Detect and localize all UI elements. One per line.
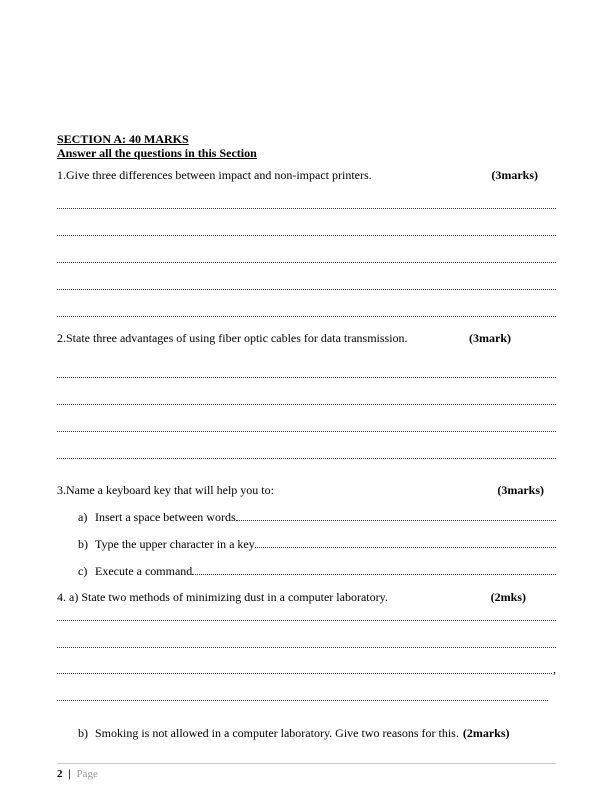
answer-line: [57, 604, 556, 621]
answer-line: [57, 345, 556, 378]
question-3-item-a: [57, 510, 556, 524]
question-4-text: 4. a) State two methods of minimizing dust in a computer laboratory.: [57, 590, 388, 604]
question-2: [57, 331, 556, 345]
question-3-item-b-label: b): [78, 537, 88, 551]
answer-line: [57, 405, 556, 432]
question-4-part-b-marks: (2marks): [462, 726, 510, 740]
section-title: SECTION A: 40 MARKS: [57, 132, 189, 146]
page-footer: [57, 768, 98, 781]
question-3-item-c: [57, 564, 556, 578]
question-3-item-b: [57, 537, 556, 551]
question-3-item-b-text: Type the upper character in a key: [95, 537, 255, 551]
answer-line: [57, 236, 556, 263]
dot-leader: [236, 520, 556, 521]
question-3-marks: (3marks): [497, 483, 544, 497]
answer-line: [57, 621, 556, 648]
question-4: [57, 590, 556, 604]
question-4-marks: (2mks): [490, 590, 526, 604]
answer-line: [57, 290, 556, 317]
answer-line: [57, 209, 556, 236]
answer-line: [57, 648, 556, 674]
answer-line: [57, 674, 548, 701]
question-3-text: 3.Name a keyboard key that will help you to:: [57, 483, 274, 497]
section-subtitle: Answer all the questions in this Section: [57, 146, 257, 160]
dot-leader: [192, 574, 556, 575]
question-3-item-c-label: c): [78, 564, 88, 578]
dot-leader: [255, 547, 556, 548]
answer-line: [57, 182, 556, 209]
page-number: 2: [57, 768, 63, 780]
question-4-part-b-label: b): [78, 726, 88, 740]
answer-line: [57, 432, 556, 459]
footer-divider: [57, 763, 556, 764]
page-number-separator: |: [68, 768, 71, 780]
page-content: [57, 132, 556, 741]
answer-line-comma: ,: [553, 662, 556, 676]
dot-leader: [57, 673, 552, 674]
page-label: Page: [76, 768, 98, 780]
question-4-part-b-text: Smoking is not allowed in a computer laboratory. Give two reasons for this.: [95, 726, 459, 740]
question-4-part-b: [57, 726, 556, 741]
question-3-item-c-text: Execute a command: [95, 564, 193, 578]
question-1-text: 1.Give three differences between impact and non-impact printers.: [57, 168, 372, 182]
answer-line: [57, 378, 556, 405]
question-3-item-a-label: a): [78, 510, 88, 524]
question-3-item-a-text: Insert a space between words: [95, 510, 236, 524]
question-2-marks: (3mark): [469, 331, 511, 345]
question-2-text: 2.State three advantages of using fiber optic cables for data transmission.: [57, 331, 408, 345]
question-1-marks: (3marks): [491, 168, 538, 182]
answer-line: [57, 263, 556, 290]
question-3: [57, 483, 556, 497]
question-1: [57, 168, 556, 182]
